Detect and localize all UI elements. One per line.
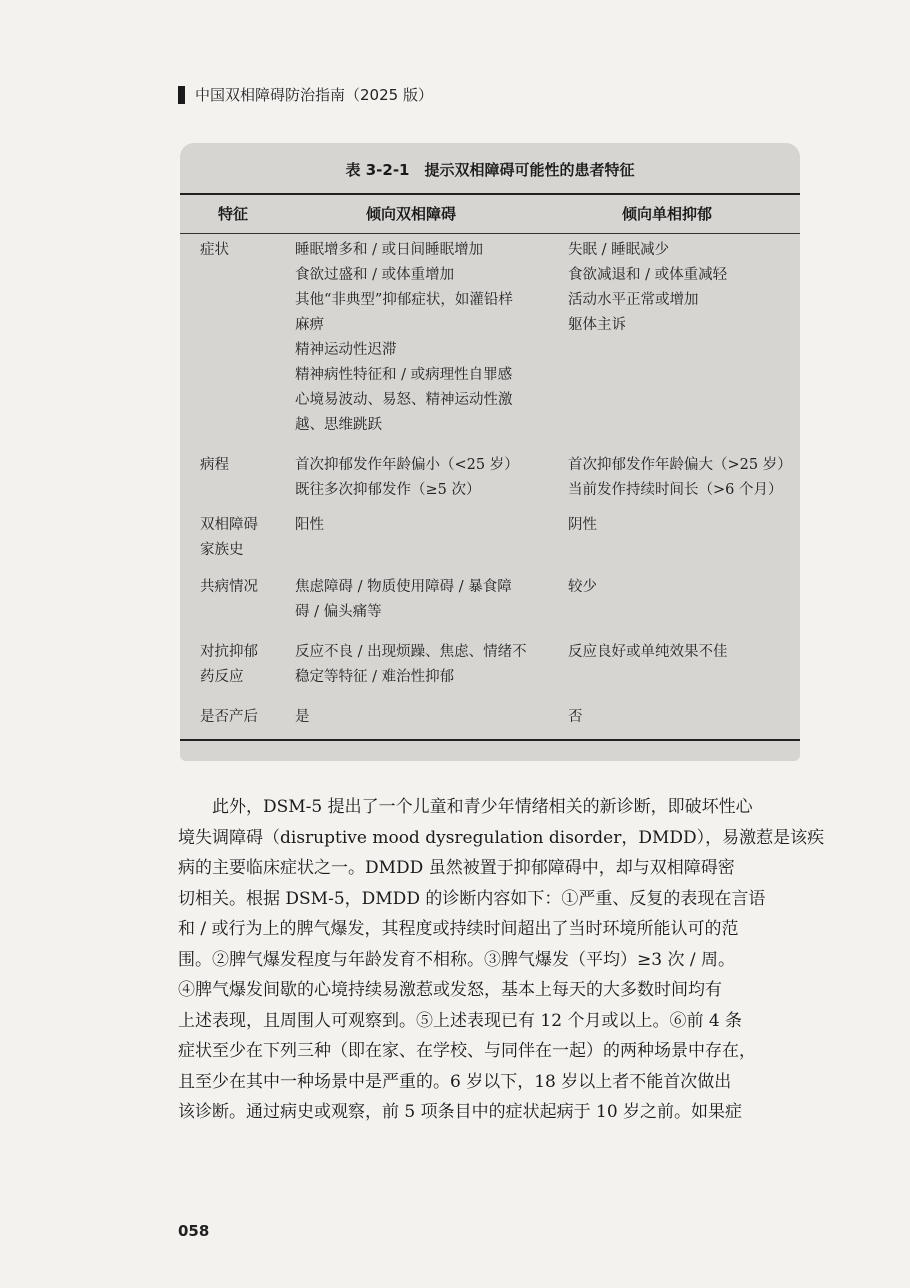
table-header-rule — [180, 233, 800, 234]
table-cell-feature — [200, 453, 229, 478]
cell-line: 否 — [568, 709, 583, 725]
col-header-bipolar: 倾向双相障碍 — [366, 205, 457, 223]
table-cell-bipolar — [295, 238, 513, 438]
cell-line: 双相障碍 — [200, 517, 258, 533]
cell-line: 较少 — [568, 579, 597, 595]
table-cell-unipolar — [568, 640, 728, 665]
cell-line: 反应不良 / 出现烦躁、焦虑、情绪不 — [295, 644, 527, 660]
col-header-feature: 特征 — [218, 205, 249, 223]
table-cell-unipolar — [568, 513, 597, 538]
cell-line: 精神运动性迟滞 — [295, 342, 397, 358]
page-number: 058 — [178, 1222, 210, 1240]
cell-line: 药反应 — [200, 669, 244, 685]
body-line: 和 / 或行为上的脾气爆发，其程度或持续时间超出了当时环境所能认可的范 — [178, 919, 739, 939]
body-line: ④脾气爆发间歇的心境持续易激惹或发怒，基本上每天的大多数时间均有 — [178, 980, 722, 1000]
running-header — [178, 84, 433, 105]
cell-line: 共病情况 — [200, 579, 258, 595]
table-cell-bipolar — [295, 640, 527, 690]
cell-line: 是否产后 — [200, 709, 258, 725]
table-cell-feature — [200, 513, 258, 563]
header-bar-mark — [178, 86, 185, 104]
body-line: 上述表现，且周围人可观察到。⑤上述表现已有 12 个月或以上。⑥前 4 条 — [178, 1010, 743, 1031]
cell-line: 反应良好或单纯效果不佳 — [568, 644, 728, 660]
cell-line: 焦虑障碍 / 物质使用障碍 / 暴食障 — [295, 579, 512, 595]
table-3-2-1 — [180, 143, 800, 761]
cell-line: 越、思维跳跃 — [295, 417, 382, 433]
table-cell-bipolar — [295, 575, 512, 625]
body-line: 病的主要临床症状之一。DMDD 虽然被置于抑郁障碍中，却与双相障碍密 — [178, 858, 735, 878]
cell-line: 家族史 — [200, 542, 244, 558]
body-line: 此外，DSM-5 提出了一个儿童和青少年情绪相关的新诊断，即破坏性心 — [212, 797, 753, 817]
table-cell-bipolar — [295, 705, 310, 730]
table-top-rule — [180, 193, 800, 195]
cell-line: 睡眠增多和 / 或日间睡眠增加 — [295, 242, 484, 258]
cell-line: 阴性 — [568, 517, 597, 533]
cell-line: 心境易波动、易怒、精神运动性激 — [295, 392, 513, 408]
cell-line: 碍 / 偏头痛等 — [295, 604, 382, 620]
body-paragraph — [178, 792, 825, 1128]
table-cell-unipolar — [568, 453, 792, 503]
cell-line: 首次抑郁发作年龄偏小（<25 岁） — [295, 457, 519, 473]
body-line: 围。②脾气爆发程度与年龄发育不相称。③脾气爆发（平均）≥3 次 / 周。 — [178, 949, 735, 970]
body-line: 该诊断。通过病史或观察，前 5 项条目中的症状起病于 10 岁之前。如果症 — [178, 1102, 743, 1122]
table-cell-bipolar — [295, 513, 324, 538]
body-line: 症状至少在下列三种（即在家、在学校、与同伴在一起）的两种场景中存在， — [178, 1041, 756, 1061]
cell-line: 食欲过盛和 / 或体重增加 — [295, 267, 455, 283]
cell-line: 躯体主诉 — [568, 317, 626, 333]
body-line: 且至少在其中一种场景中是严重的。6 岁以下，18 岁以上者不能首次做出 — [178, 1071, 732, 1092]
table-cell-feature — [200, 238, 229, 263]
cell-line: 阳性 — [295, 517, 324, 533]
cell-line: 当前发作持续时间长（>6 个月） — [568, 482, 783, 498]
cell-line: 是 — [295, 709, 310, 725]
body-line: 境失调障碍（disruptive mood dysregulation disorder，DMDD），易激惹是该疾 — [178, 827, 825, 848]
cell-line: 对抗抑郁 — [200, 644, 258, 660]
table-cell-bipolar — [295, 453, 519, 503]
table-cell-feature — [200, 705, 258, 730]
cell-line: 精神病性特征和 / 或病理性自罪感 — [295, 367, 513, 383]
cell-line: 麻痹 — [295, 317, 324, 333]
book-title: 中国双相障碍防治指南（2025 版） — [195, 86, 433, 104]
col-header-unipolar: 倾向单相抑郁 — [622, 205, 713, 223]
cell-line: 失眠 / 睡眠减少 — [568, 242, 670, 258]
cell-line: 既往多次抑郁发作（≥5 次） — [295, 482, 481, 498]
cell-line: 稳定等特征 / 难治性抑郁 — [295, 669, 455, 685]
table-cell-unipolar — [568, 575, 597, 600]
cell-line: 首次抑郁发作年龄偏大（>25 岁） — [568, 457, 792, 473]
cell-line: 病程 — [200, 457, 229, 473]
table-cell-unipolar — [568, 705, 583, 730]
table-cell-feature — [200, 575, 258, 600]
table-caption: 表 3-2-1 提示双相障碍可能性的患者特征 — [345, 161, 635, 179]
table-cell-unipolar — [568, 238, 727, 338]
table-cell-feature — [200, 640, 258, 690]
cell-line: 食欲减退和 / 或体重减轻 — [568, 267, 728, 283]
cell-line: 其他“非典型”抑郁症状，如灌铅样 — [295, 292, 513, 308]
cell-line: 症状 — [200, 242, 229, 258]
body-line: 切相关。根据 DSM-5，DMDD 的诊断内容如下：①严重、反复的表现在言语 — [178, 888, 766, 909]
table-bottom-rule — [180, 739, 800, 741]
cell-line: 活动水平正常或增加 — [568, 292, 699, 308]
